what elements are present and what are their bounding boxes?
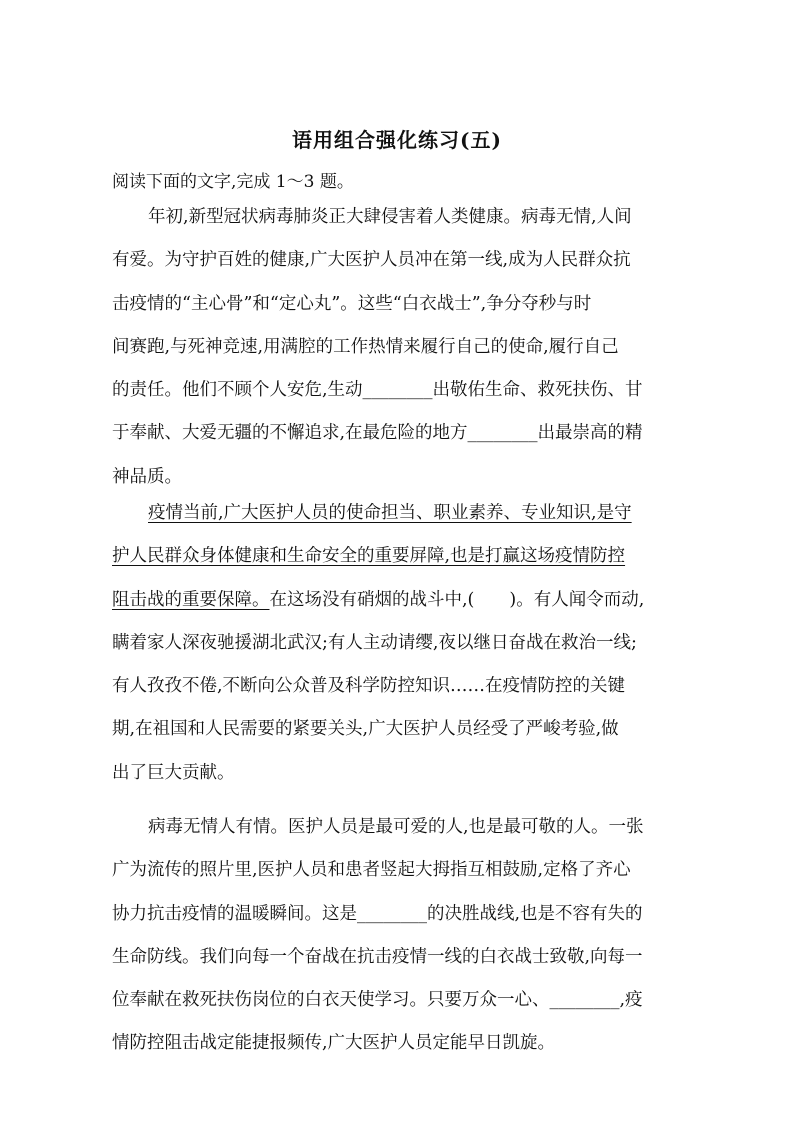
paragraph-1 <box>112 196 682 499</box>
paragraph-3-line: 病毒无情人有情。医护人员是最可爱的人,也是最可敬的人。一张 <box>148 817 644 837</box>
paragraph-2-line <box>112 492 682 535</box>
underlined-text: 阻击战的重要保障。 <box>112 589 270 610</box>
paragraph-1-line: 神品质。 <box>112 466 182 487</box>
paragraph-3 <box>112 806 682 1066</box>
question-blank-sentence: 在这场没有硝烟的战斗中,( )。有人闻令而动, <box>269 589 645 610</box>
paragraph-3-line: 广为流传的照片里,医护人员和患者竖起大拇指互相鼓励,定格了齐心 <box>112 860 631 881</box>
underlined-text: 疫情当前,广大医护人员的使命担当、职业素养、专业知识,是守 <box>148 503 632 523</box>
paragraph-2-line: 期,在祖国和人民需要的紧要关头,广大医护人员经受了严峻考验,做 <box>112 719 619 740</box>
paragraph-3-line: 协力抗击疫情的温暖瞬间。这是________的决胜战线,也是不容有失的 <box>112 903 643 924</box>
paragraph-1-line: 的责任。他们不顾个人安危,生动________出敬佑生命、救死扶伤、甘 <box>112 380 643 401</box>
paragraph-1-line: 于奉献、大爱无疆的不懈追求,在最危险的地方________出最崇高的精 <box>112 423 643 444</box>
paragraph-2-line <box>112 535 682 578</box>
paragraph-2-line <box>112 579 682 622</box>
paragraph-3-line: 位奉献在救死扶伤岗位的白衣天使学习。只要万众一心、________,疫 <box>112 990 643 1011</box>
paragraph-1-line: 有爱。为守护百姓的健康,广大医护人员冲在第一线,成为人民群众抗 <box>112 250 631 271</box>
paragraph-2 <box>112 492 682 795</box>
paragraph-2-line: 瞒着家人深夜驰援湖北武汉;有人主动请缨,夜以继日奋战在救治一线; <box>112 632 637 653</box>
paragraph-1-line: 击疫情的“主心骨”和“定心丸”。这些“白衣战士”,争分夺秒与时 <box>112 293 592 314</box>
paragraph-3-line: 情防控阻击战定能捷报频传,广大医护人员定能早日凯旋。 <box>112 1033 556 1054</box>
paragraph-2-line: 出了巨大贡献。 <box>112 762 235 783</box>
instruction-text: 阅读下面的文字,完成 1～3 题。 <box>112 172 354 192</box>
page-title: 语用组合强化练习(五) <box>292 128 502 152</box>
paragraph-1-line: 年初,新型冠状病毒肺炎正大肆侵害着人类健康。病毒无情,人间 <box>148 207 632 227</box>
paragraph-1-line: 间赛跑,与死神竞速,用满腔的工作热情来履行自己的使命,履行自己 <box>112 336 619 357</box>
underlined-text: 护人民群众身体健康和生命安全的重要屏障,也是打赢这场疫情防控 <box>112 546 626 567</box>
paragraph-2-line: 有人孜孜不倦,不断向公众普及科学防控知识……在疫情防控的关键 <box>112 676 626 697</box>
paragraph-3-line: 生命防线。我们向每一个奋战在抗击疫情一线的白衣战士致敬,向每一 <box>112 946 643 967</box>
